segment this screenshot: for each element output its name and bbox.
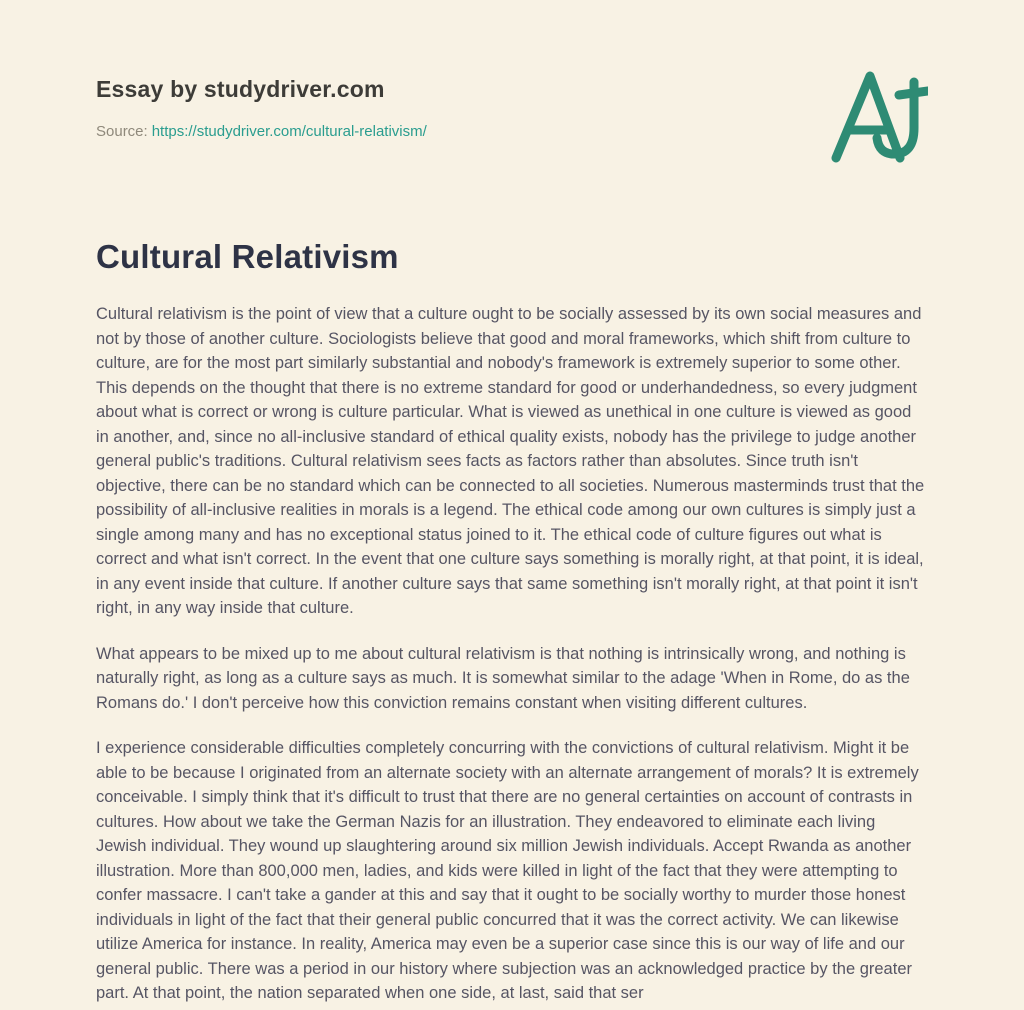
article-title: Cultural Relativism	[96, 238, 399, 275]
studydriver-logo	[828, 68, 928, 164]
article-paragraph: Cultural relativism is the point of view that a culture ought to be socially assessed by its own social measures and not by those of another culture. Sociologists believe that good and moral frameworks, which shift from culture to culture, are for the most part similarly substantial and nobody's framework is extremely superior to some other. This depends on the thought that there is no extreme standard for good or underhandedness, so every judgment about what is correct or wrong is culture particular. What is viewed as unethical in one culture is viewed as good in another, and, since no all-inclusive standard of ethical quality exists, nobody has the privilege to judge another general public's traditions. Cultural relativism sees facts as factors rather than absolutes. Since truth isn't objective, there can be no standard which can be connected to all societies. Numerous masterminds trust that the possibility of all-inclusive realities in morals is a legend. The ethical code among our own cultures is simply just a single among many and has no exceptional status joined to it. The ethical code of culture figures out what is correct and what isn't correct. In the event that one culture says something is morally right, at that point, it is ideal, in any event inside that culture. If another culture says that same something isn't morally right, at that point it isn't right, in any way inside that culture.	[96, 305, 925, 617]
source-label: Source:	[96, 123, 148, 140]
article-paragraph: I experience considerable difficulties completely concurring with the convictions of cultural relativism. Might it be able to be because I originated from an alternate society with an alternate arrangement of morals? It is extremely conceivable. I simply think that it's difficult to trust that there are no general certainties on account of contrasts in cultures. How about we take the German Nazis for an illustration. They endeavored to eliminate each living Jewish individual. They wound up slaughtering around six million Jewish individuals. Accept Rwanda as another illustration. More than 800,000 men, ladies, and kids were killed in light of the fact that they were attempting to confer massacre. I can't take a gander at this and say that it ought to be socially worthy to murder those honest individuals in light of the fact that their general public concurred that it was the correct activity. We can likewise utilize America for instance. In reality, America may even be a superior case since this is our way of life and our general public. There was a period in our history where subjection was an acknowledged practice by the greater part. At that point, the nation separated when one side, at last, said that ser	[96, 739, 919, 1002]
byline: Essay by studydriver.com	[96, 76, 385, 102]
article-paragraph: What appears to be mixed up to me about cultural relativism is that nothing is intrinsically wrong, and nothing is naturally right, as long as a culture says as much. It is somewhat similar to the adage 'When in Rome, do as the Romans do.' I don't perceive how this conviction remains constant when visiting different cultures.	[96, 644, 910, 712]
logo-icon	[828, 68, 928, 164]
article-body	[96, 302, 928, 1006]
source-link[interactable]: https://studydriver.com/cultural-relativism/	[151, 123, 427, 140]
source-line	[96, 123, 928, 140]
